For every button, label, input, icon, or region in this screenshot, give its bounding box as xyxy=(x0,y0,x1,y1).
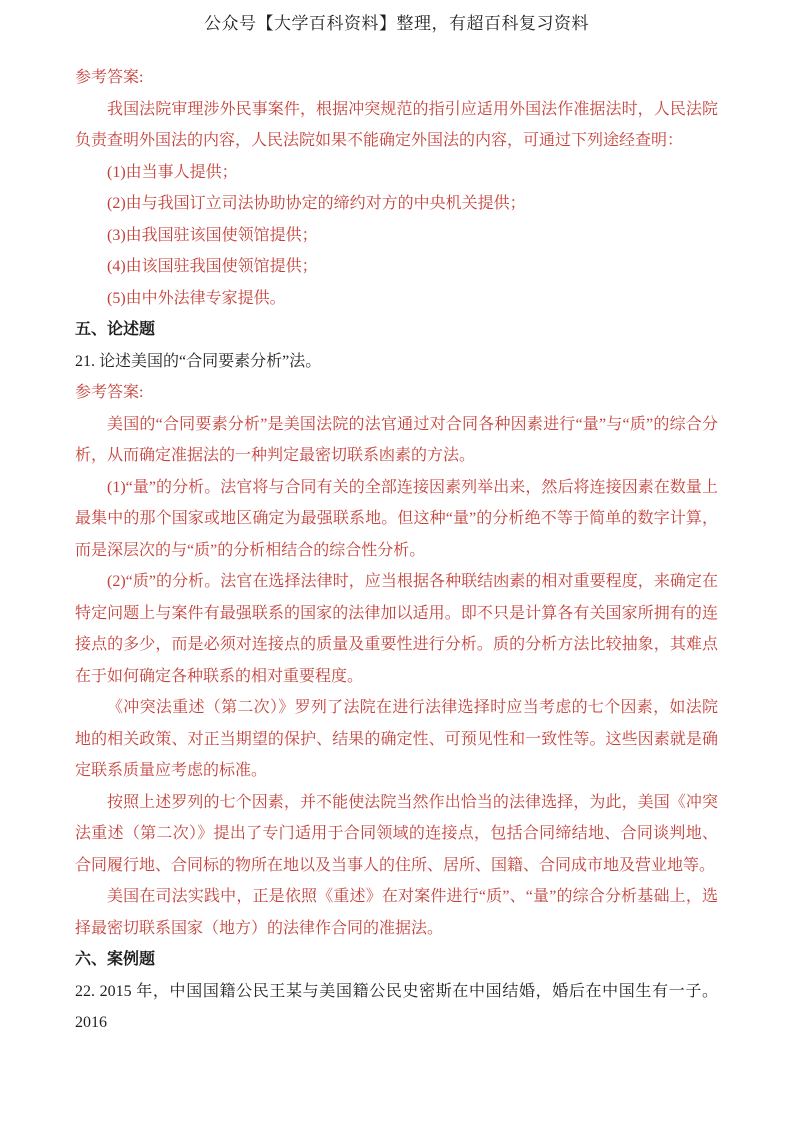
question-22: 22. 2015 年，中国国籍公民王某与美国籍公民史密斯在中国结婚，婚后在中国生有一子。2016 xyxy=(75,982,718,1031)
answer-item-1: (1)由当事人提供； xyxy=(107,163,238,181)
answer-item-5: (5)由中外法律专家提供。 xyxy=(107,289,286,307)
document-body xyxy=(75,62,718,1039)
answer-paragraph: 《冲突法重述（第二次）》罗列了法院在进行法律选择时应当考虑的七个因素，如法院地的相关政策、对正当期望的保护、结果的确定性、可预见性和一致性等。这些因素就是确定联系质量应考虑的标准。 xyxy=(75,699,718,779)
answer-item-3: (3)由我国驻该国使领馆提供； xyxy=(107,226,318,244)
answer-paragraph: 美国的“合同要素分析”是美国法院的法官通过对合同各种因素进行“量”与“质”的综合分析，从而确定准据法的一种判定最密切联系凼素的方法。 xyxy=(75,415,718,464)
question-21: 21. 论述美国的“合同要素分析”法。 xyxy=(75,352,322,370)
section-heading-essay: 五、论述题 xyxy=(75,321,156,338)
answer-paragraph: 美国在司法实践中，正是依照《重述》在对案件进行“质”、“量”的综合分析基础上，选择最密切联系国家（地方）的法律作合同的准据法。 xyxy=(75,888,718,937)
answer-item-2: (2)由与我国订立司法协助协定的缔约对方的中央机关提供； xyxy=(107,195,526,212)
answer-paragraph: 按照上述罗列的七个因素，并不能使法院当然作出恰当的法律选择，为此，美国《冲突法重述（第二次）》提出了专门适用于合同领域的连接点，包括合同缔结地、合同谈判地、合同履行地、合同标的物所在地以及当事人的住所、居所、国籍、合同成市地及营业地等。 xyxy=(75,793,718,874)
document-header-title: 公众号【大学百科资料】整理，有超百科复习资料 xyxy=(204,14,589,33)
answer-paragraph: 我国法院审理涉外民事案件，根据冲突规范的指引应适用外国法作准据法时，人民法院负责查明外国法的内容，人民法院如果不能确定外国法的内容，可通过下列途经查明： xyxy=(75,100,718,149)
section-heading-case: 六、案例题 xyxy=(75,951,156,968)
answer-label: 参考答案: xyxy=(75,384,144,401)
answer-paragraph: (1)“量”的分析。法官将与合同有关的全部连接因素列举出来，然后将连接因素在数量上最集中的那个国家或地区确定为最强联系地。但这种“量”的分析绝不等于简单的数字计算，而是深层次的与“质”的分析相结合的综合性分析。 xyxy=(75,478,718,559)
answer-label: 参考答案: xyxy=(75,69,144,86)
answer-paragraph: (2)“质”的分析。法官在选择法律时，应当根据各种联结凼素的相对重要程度，来确定在特定问题上与案件有最强联系的国家的法律加以适用。即不只是计算各有关国家所拥有的连接点的多少，而是必须对连接点的质量及重要性进行分析。质的分析方法比较抽象，其难点在于如何确定各种联系的相对重要程度。 xyxy=(75,573,718,685)
answer-item-4: (4)由该国驻我国使领馆提供； xyxy=(107,258,318,275)
